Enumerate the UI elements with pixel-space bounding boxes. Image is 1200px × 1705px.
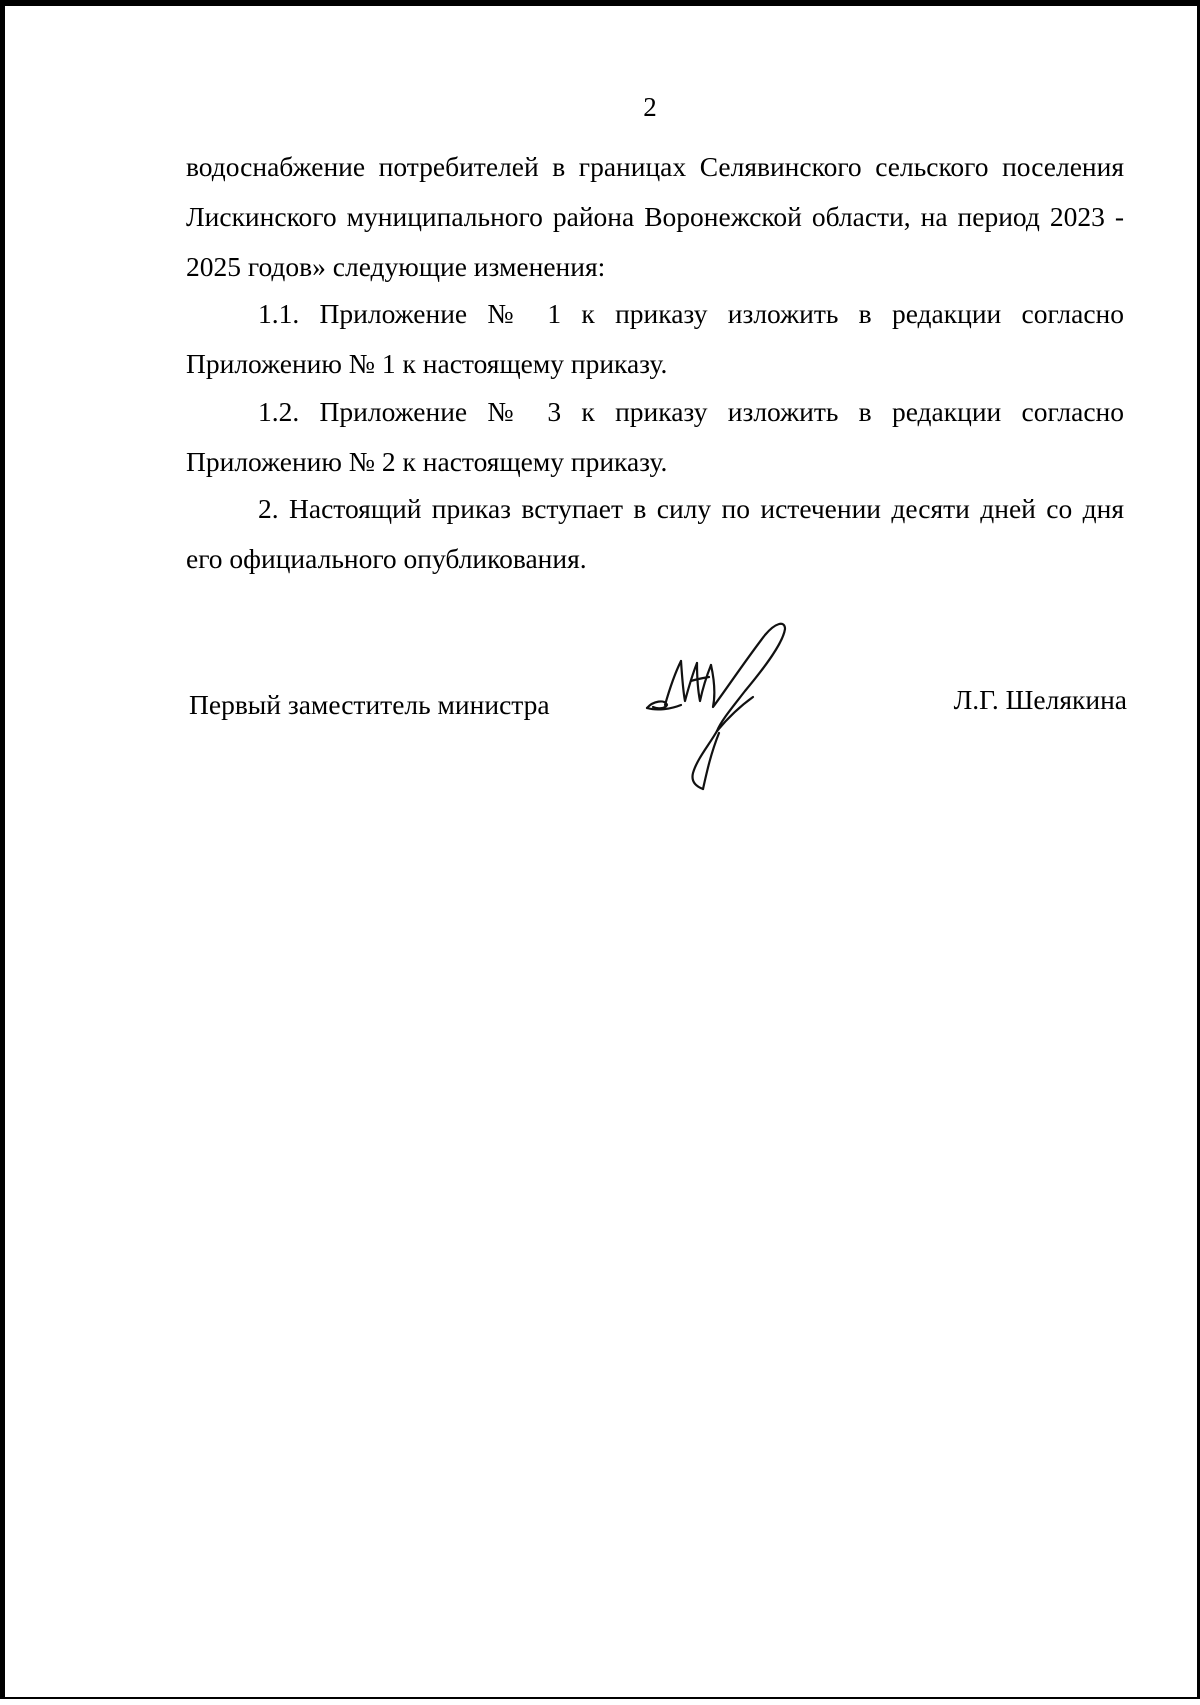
body-line: Приложению № 2 к настоящему приказу. xyxy=(186,446,668,477)
list-item-1-1: 1.1. Приложение № 1 к приказу изложить в редакции согласно xyxy=(258,298,1124,329)
body-line: 2025 годов» следующие изменения: xyxy=(186,251,606,282)
signer-position: Первый заместитель министра xyxy=(189,689,550,720)
list-item-1-2: 1.2. Приложение № 3 к приказу изложить в редакции согласно xyxy=(258,396,1124,427)
body-line: водоснабжение потребителей в границах Селявинского сельского поселения xyxy=(186,151,1124,182)
handwritten-signature xyxy=(635,621,805,796)
signer-name: Л.Г. Шелякина xyxy=(953,684,1127,715)
body-line: Лискинского муниципального района Воронежской области, на период 2023 - xyxy=(186,201,1124,232)
body-line: Приложению № 1 к настоящему приказу. xyxy=(186,348,668,379)
page-number: 2 xyxy=(643,92,657,122)
list-item-2: 2. Настоящий приказ вступает в силу по истечении десяти дней со дня xyxy=(258,493,1124,524)
body-line: его официального опубликования. xyxy=(186,543,587,574)
